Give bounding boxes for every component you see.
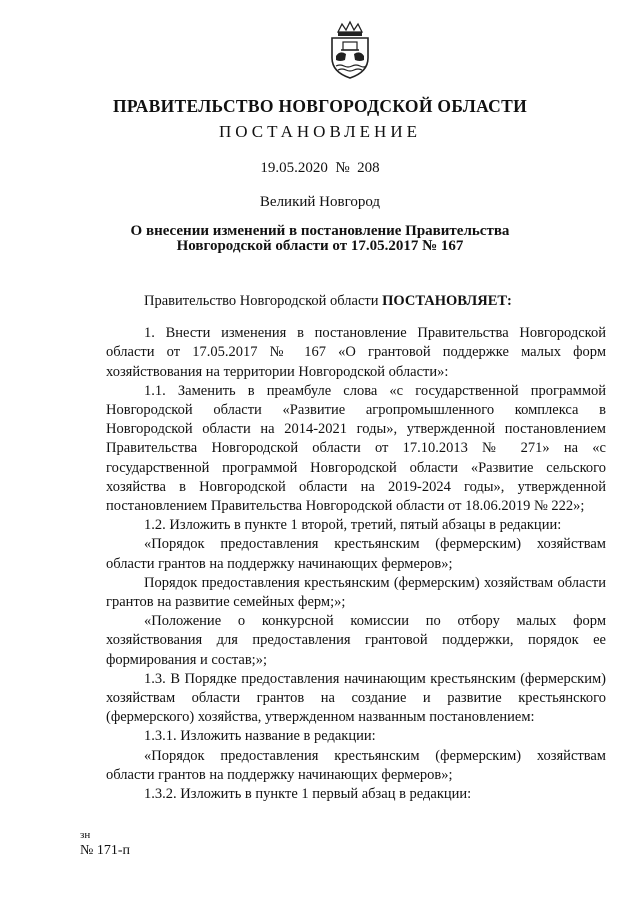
quoted-paragraph: Порядок предоставления крестьянским (фермерским) хозяйствам области грантов на развитие семейных ферм;»; [106,574,606,611]
paragraph-1-3: 1.3. В Порядке предоставления начинающим крестьянским (фермерским) хозяйствам области грантов на создание и развитие крестьянского (фермерского) хозяйства, утвержденном названным постановлением: [106,670,606,726]
title-line-2: Новгородской области от 17.05.2017 № 167 [176,238,464,254]
paragraph-1-1: 1.1. Заменить в преамбуле слова «с государственной программой Новгородской области «Развитие агропромышленного комплекса в Новгородской области на 2014-2021 годы», утвержденной постановлением Правительства Новгородской области от 17.10.2013 № 271» на «с государственной программой Новгородской области «Развитие сельского хозяйства в Новгородской области на 2019-2024 годы», утвержденной постановлением Правительства Новгородской области от 18.06.2019 № 222»; [106,382,606,515]
novgorod-coat-of-arms-icon [326,20,374,80]
preamble [106,292,606,311]
document-type: ПОСТАНОВЛЕНИЕ [218,122,421,141]
title-line-1: О внесении изменений в постановление Правительства [130,223,510,239]
quoted-paragraph: «Положение о конкурсной комиссии по отбору малых форм хозяйствования для предоставления грантовой поддержки, порядок ее формирования и состав;»; [106,613,606,668]
number-sign: № [335,160,350,176]
paragraph-1-2: 1.2. Изложить в пункте 1 второй, третий, пятый абзацы в редакции: [144,517,562,534]
quoted-paragraph: «Порядок предоставления крестьянским (фермерским) хозяйствам области грантов на поддержку начинающих фермеров»; [106,536,606,572]
footer [80,828,130,858]
preamble-lead: Правительство Новгородской области [144,293,383,309]
document-title [60,224,580,254]
city: Великий Новгород [259,194,381,210]
document-body [106,292,606,804]
document-number: 208 [357,160,380,176]
internal-code: № 171-п [80,843,131,858]
date-number-line [60,160,580,177]
preamble-decree-word: ПОСТАНОВЛЯЕТ: [382,293,512,309]
paragraph-1-3-2: 1.3.2. Изложить в пункте 1 первый абзац в редакции: [144,786,472,803]
quoted-paragraph: «Порядок предоставления крестьянским (фермерским) хозяйствам области грантов на поддержку начинающих фермеров»; [106,747,606,783]
paragraph-1: 1. Внести изменения в постановление Правительства Новгородской области от 17.05.2017 № 167 «О грантовой поддержке малых форм хозяйствования на территории Новгородской области»: [106,325,606,380]
document-date: 19.05.2020 [260,160,328,176]
executor-initials: зн [80,829,91,841]
issuing-authority: ПРАВИТЕЛЬСТВО НОВГОРОДСКОЙ ОБЛАСТИ [113,96,527,116]
paragraph-1-3-1: 1.3.1. Изложить название в редакции: [144,728,376,745]
